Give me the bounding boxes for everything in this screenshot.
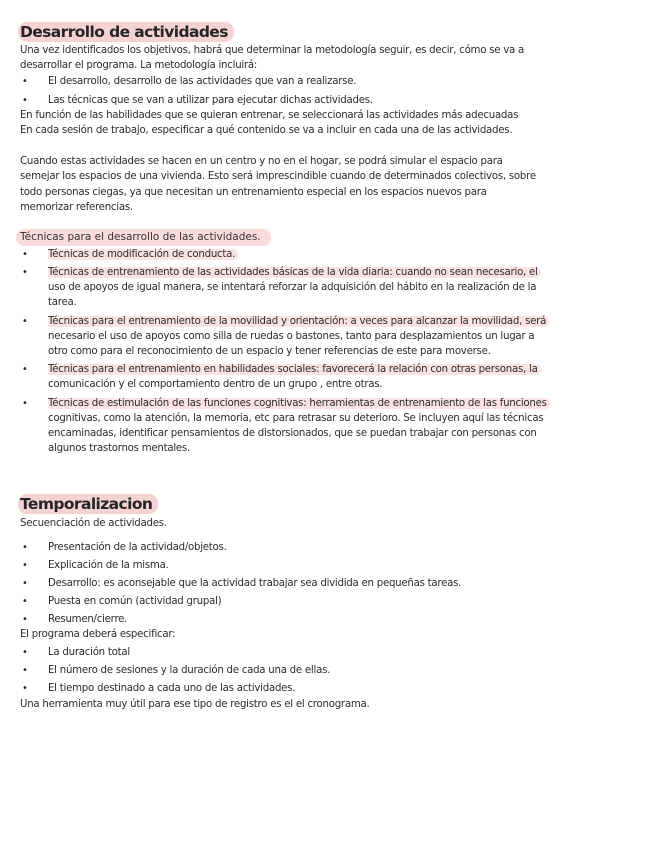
list-item-continuation: comunicación y el comportamiento dentro de un grupo , entre otras. [48, 379, 383, 390]
intro-line: desarrollar el programa. La metodología incluirá: [20, 60, 258, 71]
list-item-continuation: necesario el uso de apoyos como silla de ruedas o bastones, tanto para desplazamientos un lugar a [48, 331, 535, 342]
bullet-icon: • [22, 542, 28, 553]
text-line: El programa deberá especificar: [20, 629, 176, 640]
intro-line: Una vez identificados los objetivos, habrá que determinar la metodología seguir, es decir, cómo se va a [20, 45, 525, 56]
bullet-icon: • [22, 364, 28, 375]
bullet-icon: • [22, 665, 28, 676]
list-item: Presentación de la actividad/objetos. [48, 542, 227, 553]
bullet-icon: • [22, 95, 28, 106]
list-item: El desarrollo, desarrollo de las actividades que van a realizarse. [48, 76, 357, 87]
section-title-tecnicas: Técnicas para el desarrollo de las actividades. [16, 229, 271, 246]
subtitle: Secuenciación de actividades. [20, 518, 167, 529]
list-item-continuation: algunos trastornos mentales. [48, 443, 190, 454]
list-item-continuation: cognitivas, como la atención, la memoria, etc para retrasar su deterioro. Se incluyen aquí las técnicas [48, 413, 544, 424]
list-item: Desarrollo: es aconsejable que la actividad trabajar sea dividida en pequeñas tareas. [48, 578, 462, 589]
list-item-continuation: otro como para el reconocimiento de un espacio y tener referencias de este para moverse. [48, 346, 491, 357]
paragraph-line: todo personas ciegas, ya que necesitan un entrenamiento especial en los espacios nuevos para [20, 187, 487, 198]
section-title-temporalizacion: Temporalizacion [18, 494, 158, 514]
bullet-icon: • [22, 614, 28, 625]
bullet-icon: • [22, 398, 28, 409]
paragraph-line: semejar los espacios de una vivienda. Esto será imprescindible cuando de determinados colectivos, sobre [20, 171, 536, 182]
section-title-desarrollo: Desarrollo de actividades [18, 22, 234, 42]
list-item: Las técnicas que se van a utilizar para ejecutar dichas actividades. [48, 95, 373, 106]
list-item-continuation: encaminadas, identificar pensamientos de distorsionados, que se puedan trabajar con personas con [48, 428, 537, 439]
list-item: Puesta en común (actividad grupal) [48, 596, 222, 607]
text-line: En función de las habilidades que se quieran entrenar, se seleccionará las actividades más adecuadas [20, 110, 519, 121]
list-item: La duración total [48, 647, 130, 658]
closing-line: Una herramienta muy útil para ese tipo de registro es el el cronograma. [20, 699, 370, 710]
bullet-icon: • [22, 596, 28, 607]
bullet-icon: • [22, 316, 28, 327]
list-item: Técnicas de modificación de conducta. [48, 247, 638, 263]
list-item: El tiempo destinado a cada uno de las actividades. [48, 683, 296, 694]
bullet-icon: • [22, 647, 28, 658]
bullet-icon: • [22, 249, 28, 260]
paragraph-line: Cuando estas actividades se hacen en un centro y no en el hogar, se podrá simular el espacio para [20, 156, 503, 167]
list-item: El número de sesiones y la duración de cada una de ellas. [48, 665, 331, 676]
list-item: Técnicas de entrenamiento de las actividades básicas de la vida diaria: cuando no sean necesario, el [48, 265, 638, 281]
bullet-icon: • [22, 267, 28, 278]
bullet-icon: • [22, 683, 28, 694]
list-item: Resumen/cierre. [48, 614, 128, 625]
list-item-continuation: tarea. [48, 297, 77, 308]
bullet-icon: • [22, 560, 28, 571]
list-item: Técnicas para el entrenamiento de la movilidad y orientación: a veces para alcanzar la movilidad, será [48, 314, 638, 330]
list-item: Técnicas para el entrenamiento en habilidades sociales: favorecerá la relación con otras personas, la [48, 362, 638, 378]
text-line: En cada sesión de trabajo, especificar a qué contenido se va a incluir en cada una de las actividades. [20, 125, 513, 136]
list-item: Técnicas de estimulación de las funciones cognitivas: herramientas de entrenamiento de las funciones [48, 396, 638, 412]
bullet-icon: • [22, 76, 28, 87]
list-item-continuation: uso de apoyos de igual manera, se intentará reforzar la adquisición del hábito en la realización de la [48, 282, 537, 293]
list-item: Explicación de la misma. [48, 560, 169, 571]
bullet-icon: • [22, 578, 28, 589]
paragraph-line: memorizar referencias. [20, 202, 133, 213]
